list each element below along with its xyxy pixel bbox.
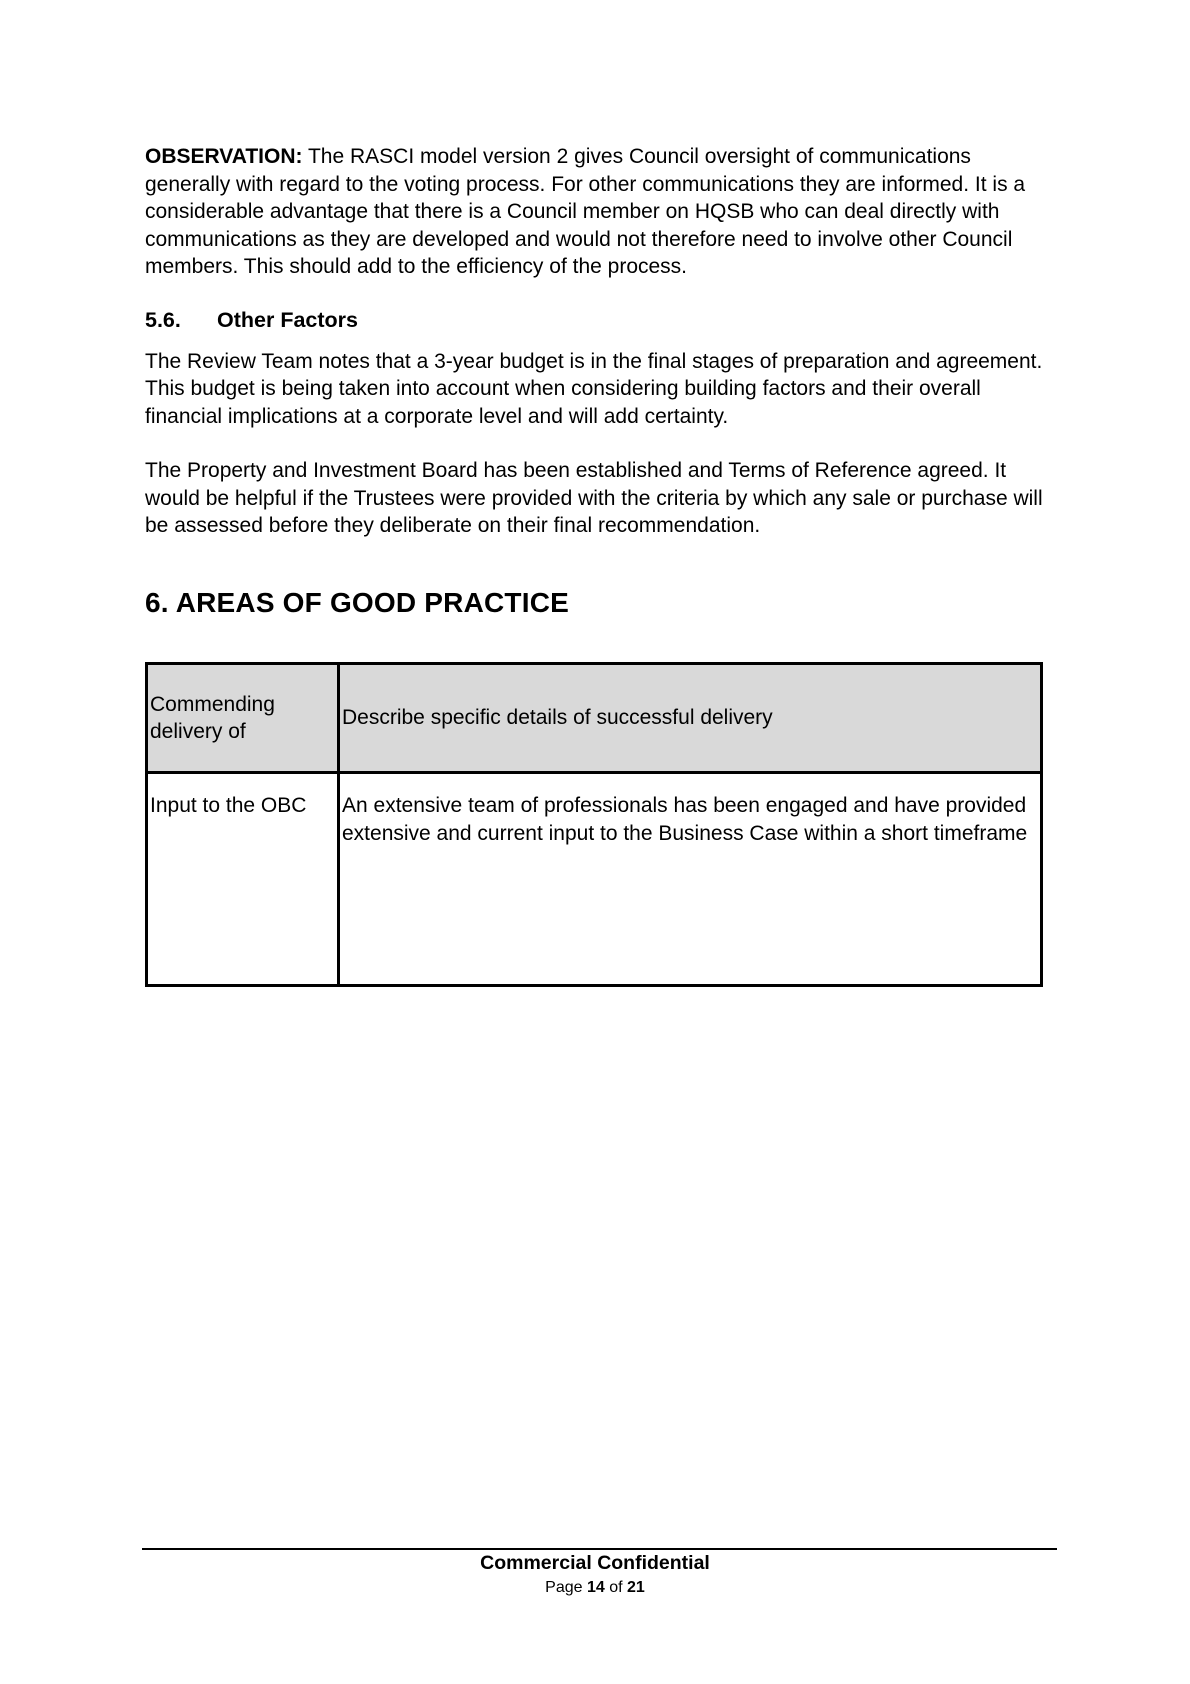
property-board-paragraph: The Property and Investment Board has been established and Terms of Reference agreed. It would be helpful if the Trustees were provided with the criteria by which any sale or purchase will be assessed before they deliberate on their final recommendation. (145, 459, 1043, 537)
good-practice-table (145, 662, 1043, 987)
observation-text: The RASCI model version 2 gives Council oversight of communications generally with regard to the voting process. For other communications they are informed. It is a considerable advantage that there is a Council member on HQSB who can deal directly with communications as they are developed and would not therefore need to involve other Council members. This should add to the efficiency of the process. (145, 145, 1026, 278)
observation-paragraph (145, 143, 1060, 281)
header-commending: Commending delivery of (147, 664, 339, 773)
cell-description: An extensive team of professionals has been engaged and have provided extensive and current input to the Business Case within a short timeframe (339, 773, 1042, 986)
page-content (145, 143, 1060, 620)
section-5-6-title: Other Factors (217, 307, 358, 332)
paragraph-spacer (145, 430, 1060, 457)
header-description: Describe specific details of successful delivery (339, 664, 1042, 773)
budget-paragraph: The Review Team notes that a 3-year budget is in the final stages of preparation and agreement. This budget is being taken into account when considering building factors and their overall financial implications at a corporate level and will add certainty. (145, 349, 1043, 428)
table-header-row (147, 664, 1042, 773)
page-current: 14 (586, 1579, 605, 1596)
page-number (0, 1577, 1190, 1599)
page-total: 21 (627, 1579, 645, 1596)
section-5-6-heading (145, 307, 1060, 334)
section-6-heading: 6. AREAS OF GOOD PRACTICE (145, 586, 570, 618)
footer-title: Commercial Confidential (480, 1552, 710, 1574)
section-5-6-number: 5.6. (145, 307, 181, 332)
table-row (147, 773, 1042, 986)
of-word: of (609, 1579, 623, 1596)
observation-label: OBSERVATION: (145, 145, 303, 168)
page-word: Page (545, 1579, 583, 1596)
cell-commending: Input to the OBC (147, 773, 339, 986)
